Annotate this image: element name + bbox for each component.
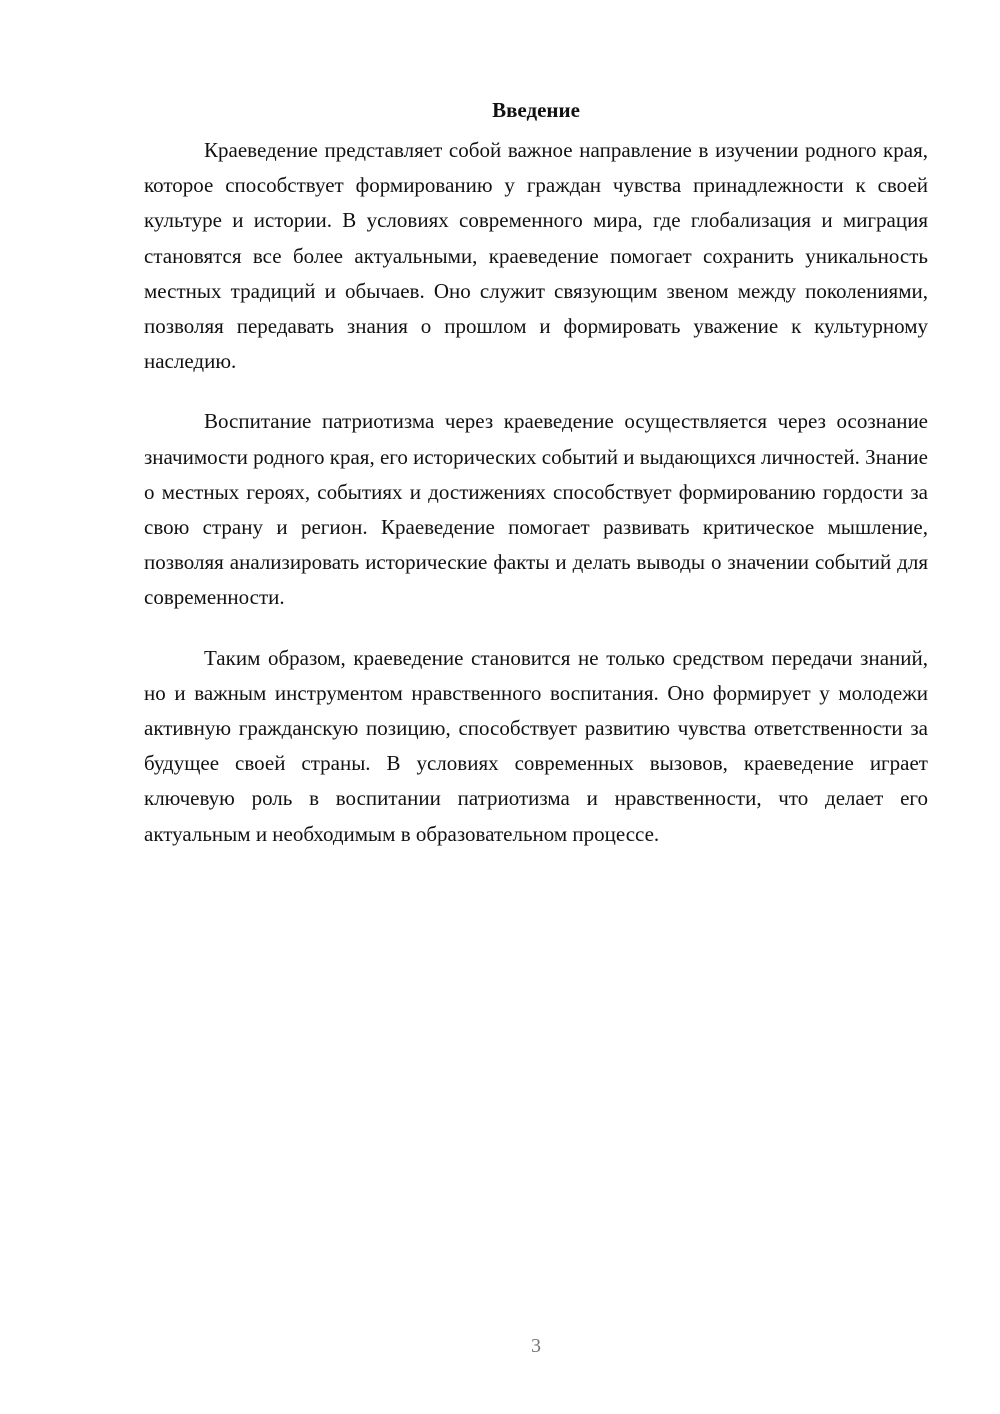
paragraph: Воспитание патриотизма через краеведение осуществляется через осознание значимости родного края, его исторических событий и выдающихся личностей. Знание о местных героях, событиях и достижениях способствует формированию гордости за свою страну и регион. Краеведение помогает развивать критическое мышление, позволяя анализировать исторические факты и делать выводы о значении событий для современности.: [144, 409, 928, 610]
paragraph: Краеведение представляет собой важное направление в изучении родного края, которое способствует формированию у граждан чувства принадлежности к своей культуре и истории. В условиях современного мира, где глобализация и миграция становятся все более актуальными, краеведение помогает сохранить уникальность местных традиций и обычаев. Оно служит связующим звеном между поколениями, позволяя передавать знания о прошлом и формировать уважение к культурному наследию.: [144, 138, 928, 374]
page-content: [144, 95, 928, 877]
paragraph: Таким образом, краеведение становится не только средством передачи знаний, но и важным инструментом нравственного воспитания. Оно формирует у молодежи активную гражданскую позицию, способствует развитию чувства ответственности за будущее своей страны. В условиях современных вызовов, краеведение играет ключевую роль в воспитании патриотизма и нравственности, что делает его актуальным и необходимым в образовательном процессе.: [144, 645, 928, 846]
page-number: 3: [531, 1335, 541, 1357]
section-title: Введение: [492, 98, 580, 122]
